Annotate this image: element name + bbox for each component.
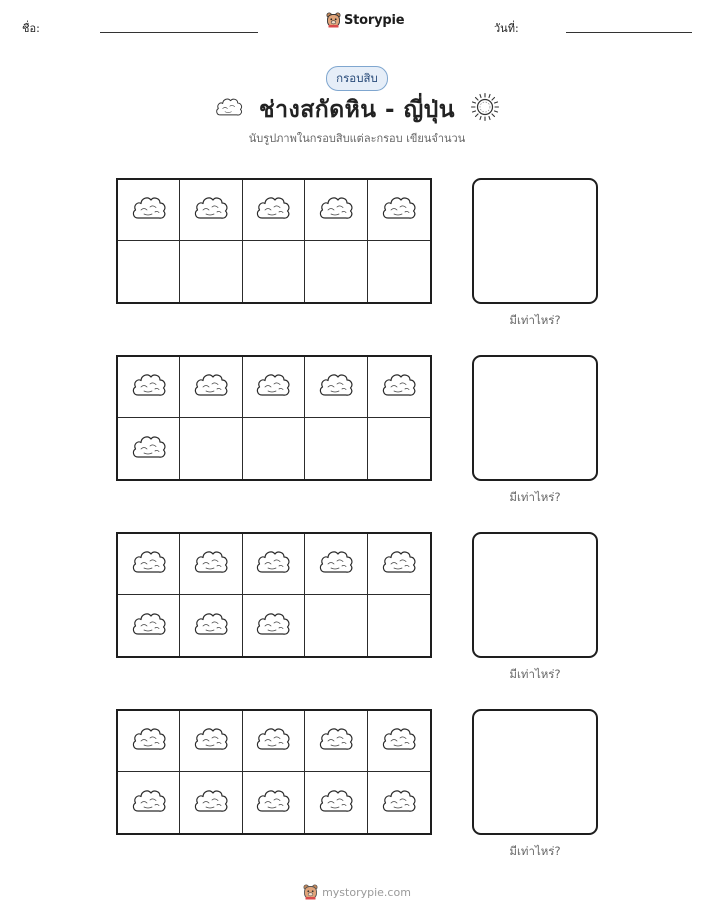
ten-frame-cell (368, 711, 430, 772)
ten-frame-cell (180, 595, 242, 656)
cloud-icon (130, 724, 168, 758)
ten-frame-cell (305, 772, 367, 833)
cloud-icon (192, 786, 230, 820)
cloud-icon (317, 724, 355, 758)
ten-frame-cell (180, 180, 242, 241)
cloud-icon (254, 786, 292, 820)
bear-icon (326, 12, 341, 28)
ten-frame-cell (305, 534, 367, 595)
cloud-icon (254, 547, 292, 581)
bear-icon (303, 884, 318, 900)
ten-frame-cell (180, 711, 242, 772)
name-label: ชื่อ: (22, 22, 40, 35)
ten-frame-cell (118, 772, 180, 833)
ten-frame-cell (180, 534, 242, 595)
date-line[interactable] (566, 32, 692, 33)
cloud-icon (192, 370, 230, 404)
ten-frame-cell (118, 357, 180, 418)
ten-frame-cell (368, 772, 430, 833)
ten-frame-cell (118, 180, 180, 241)
cloud-icon (254, 370, 292, 404)
footer-url: mystorypie.com (322, 885, 411, 899)
brand-logo (326, 12, 404, 28)
cloud-icon (254, 609, 292, 643)
answer-box[interactable] (472, 178, 598, 304)
ten-frame-cell (368, 180, 430, 241)
ten-frame-cell (243, 357, 305, 418)
cloud-icon (317, 370, 355, 404)
ten-frame-cell (243, 180, 305, 241)
name-line[interactable] (100, 32, 258, 33)
ten-frame-cell (118, 534, 180, 595)
how-many-label: มีเท่าไหร่? (509, 490, 561, 504)
ten-frame (116, 532, 432, 658)
ten-frame-cell (243, 711, 305, 772)
answer-box[interactable] (472, 532, 598, 658)
how-many-label: มีเท่าไหร่? (509, 667, 561, 681)
ten-frame-cell (243, 595, 305, 656)
ten-frame-cell (305, 357, 367, 418)
ten-frame-cell (180, 357, 242, 418)
cloud-icon (130, 786, 168, 820)
ten-frame-cell (118, 241, 180, 302)
date-label: วันที่: (494, 22, 519, 35)
brand-name: Storypie (344, 12, 405, 28)
ten-frame (116, 178, 432, 304)
cloud-icon (254, 193, 292, 227)
ten-frame-cell (243, 418, 305, 479)
ten-frame-cell (180, 418, 242, 479)
ten-frame-cell (118, 418, 180, 479)
ten-frame-cell (368, 357, 430, 418)
cloud-icon (254, 724, 292, 758)
answer-box[interactable] (472, 355, 598, 481)
ten-frame-cell (118, 595, 180, 656)
cloud-icon (317, 193, 355, 227)
ten-frame-cell (305, 418, 367, 479)
ten-frame-cell (368, 418, 430, 479)
ten-frame-cell (305, 711, 367, 772)
cloud-icon (380, 193, 418, 227)
ten-frame-cell (368, 534, 430, 595)
answer-box[interactable] (472, 709, 598, 835)
cloud-icon (192, 609, 230, 643)
cloud-icon (380, 370, 418, 404)
cloud-icon (380, 724, 418, 758)
worksheet-instructions: นับรูปภาพในกรอบสิบแต่ละกรอบ เขียนจำนวน (248, 132, 466, 145)
ten-frame-cell (180, 772, 242, 833)
cloud-icon (130, 370, 168, 404)
ten-frame-cell (305, 241, 367, 302)
footer (0, 884, 714, 900)
sun-icon (470, 92, 500, 126)
ten-frame-cell (243, 534, 305, 595)
cloud-icon (380, 547, 418, 581)
ten-frame (116, 355, 432, 481)
cloud-icon (380, 786, 418, 820)
cloud-icon (192, 724, 230, 758)
worksheet-title: ช่างสกัดหิน - ญี่ปุ่น (258, 97, 456, 123)
cloud-icon (192, 193, 230, 227)
cloud-icon (317, 786, 355, 820)
ten-frame-cell (368, 241, 430, 302)
cloud-icon (130, 609, 168, 643)
ten-frame-cell (305, 595, 367, 656)
cloud-icon (130, 193, 168, 227)
category-badge: กรอบสิบ (326, 66, 388, 91)
ten-frame-cell (243, 772, 305, 833)
how-many-label: มีเท่าไหร่? (509, 313, 561, 327)
how-many-label: มีเท่าไหร่? (509, 844, 561, 858)
ten-frame (116, 709, 432, 835)
cloud-icon (130, 547, 168, 581)
ten-frame-cell (368, 595, 430, 656)
ten-frame-cell (243, 241, 305, 302)
cloud-icon (130, 432, 168, 466)
ten-frame-cell (305, 180, 367, 241)
ten-frame-cell (180, 241, 242, 302)
ten-frame-cell (118, 711, 180, 772)
cloud-icon (317, 547, 355, 581)
cloud-icon (192, 547, 230, 581)
